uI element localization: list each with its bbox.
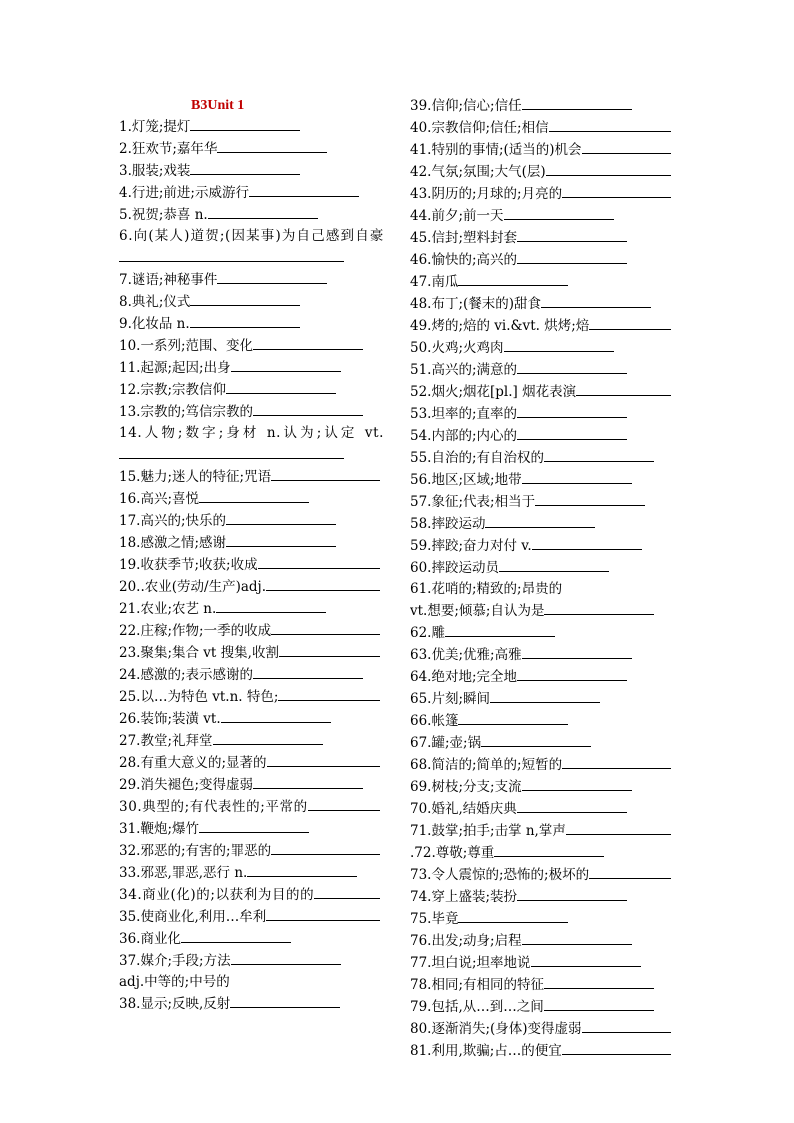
vocab-item xyxy=(410,535,675,557)
vocab-item xyxy=(410,776,675,798)
vocab-item xyxy=(119,313,384,335)
answer-blank[interactable] xyxy=(517,886,627,901)
vocab-prompt: 75.毕竟 xyxy=(410,911,459,927)
answer-blank[interactable] xyxy=(535,491,645,506)
answer-blank[interactable] xyxy=(517,798,627,813)
vocab-item xyxy=(410,688,675,710)
answer-blank[interactable] xyxy=(247,862,357,877)
answer-blank[interactable] xyxy=(499,557,609,572)
vocab-prompt: 44.前夕;前一天 xyxy=(410,208,504,224)
answer-blank[interactable] xyxy=(517,403,627,418)
vocab-item xyxy=(410,557,675,579)
vocab-prompt: 1.灯笼;提灯 xyxy=(119,119,191,135)
vocab-prompt: 71.鼓掌;拍手;击掌 n,掌声 xyxy=(410,823,566,839)
vocab-item xyxy=(410,908,675,930)
vocab-prompt: 9.化妆品 n. xyxy=(119,316,190,332)
vocab-item xyxy=(410,864,675,886)
vocab-item xyxy=(119,664,384,686)
answer-blank[interactable] xyxy=(531,952,641,967)
vocab-item xyxy=(119,379,384,401)
vocab-item xyxy=(410,425,675,447)
vocab-item xyxy=(410,622,675,644)
vocab-item xyxy=(410,710,675,732)
vocab-item xyxy=(410,666,675,688)
vocab-prompt: vt.想要;倾慕;自认为是 xyxy=(410,603,545,619)
answer-blank[interactable] xyxy=(190,291,300,306)
vocab-prompt: 28.有重大意义的;显著的 xyxy=(119,755,267,771)
answer-blank[interactable] xyxy=(253,401,363,416)
answer-blank[interactable] xyxy=(445,622,555,637)
vocab-item xyxy=(410,820,675,842)
vocab-item xyxy=(410,644,675,666)
vocab-item xyxy=(119,291,384,313)
answer-blank[interactable] xyxy=(504,337,614,352)
answer-blank[interactable] xyxy=(522,95,632,110)
answer-blank[interactable] xyxy=(217,269,327,284)
vocab-item xyxy=(119,642,384,664)
vocab-item xyxy=(119,950,384,972)
vocab-prompt: 23.聚集;集合 vt 搜集,收割 xyxy=(119,645,279,661)
vocab-item xyxy=(410,117,675,139)
answer-blank[interactable] xyxy=(266,906,380,921)
vocab-item xyxy=(410,974,675,996)
vocab-prompt: 50.火鸡;火鸡肉 xyxy=(410,340,504,356)
answer-blank[interactable] xyxy=(249,182,359,197)
vocab-item xyxy=(410,952,675,974)
vocab-prompt: 13.宗教的;笃信宗教的 xyxy=(119,404,254,420)
answer-blank[interactable] xyxy=(308,796,380,811)
vocab-item xyxy=(119,532,384,554)
answer-blank[interactable] xyxy=(546,161,671,176)
vocab-prompt: 30.典型的;有代表性的;平常的 xyxy=(119,799,308,815)
vocab-item xyxy=(119,335,384,357)
vocab-item xyxy=(410,930,675,952)
answer-blank[interactable] xyxy=(190,116,300,131)
answer-blank[interactable] xyxy=(266,576,380,591)
vocab-item xyxy=(410,600,675,622)
answer-blank[interactable] xyxy=(517,249,627,264)
vocab-prompt: 81.利用,欺骗;占…的便宜 xyxy=(410,1043,562,1059)
vocab-prompt: 73.令人震惊的;恐怖的;极坏的 xyxy=(410,867,590,883)
vocab-item xyxy=(410,754,675,776)
answer-blank[interactable] xyxy=(271,466,380,481)
answer-blank[interactable] xyxy=(522,644,632,659)
answer-blank[interactable] xyxy=(562,1040,671,1055)
vocab-item xyxy=(119,357,384,379)
vocab-item xyxy=(410,732,675,754)
vocab-item xyxy=(410,1018,675,1040)
vocab-prompt: 34.商业(化)的;以获利为目的的 xyxy=(119,887,315,903)
answer-blank[interactable] xyxy=(458,710,568,725)
answer-blank[interactable] xyxy=(589,864,671,879)
vocab-prompt: 77.坦白说;坦率地说 xyxy=(410,955,531,971)
vocab-prompt: 53.坦率的;直率的 xyxy=(410,406,518,422)
vocab-item xyxy=(119,510,384,532)
vocab-prompt: 3.服装;戏装 xyxy=(119,163,191,179)
answer-blank[interactable] xyxy=(481,732,591,747)
vocab-item xyxy=(410,161,675,183)
answer-blank[interactable] xyxy=(562,183,671,198)
vocab-item xyxy=(410,513,675,535)
vocab-item xyxy=(119,730,384,752)
vocab-item xyxy=(119,928,384,950)
vocab-prompt: 16.高兴;喜悦 xyxy=(119,491,200,507)
vocab-item xyxy=(119,752,384,774)
vocab-prompt: 17.高兴的;快乐的 xyxy=(119,513,227,529)
vocab-prompt: 54.内部的;内心的 xyxy=(410,428,518,444)
vocab-item xyxy=(119,686,384,708)
vocab-prompt: 55.自治的;有自治权的 xyxy=(410,450,545,466)
answer-blank[interactable] xyxy=(271,620,380,635)
vocab-prompt: 27.教堂;礼拜堂 xyxy=(119,733,213,749)
answer-blank[interactable] xyxy=(271,840,380,855)
vocab-item xyxy=(410,798,675,820)
answer-blank[interactable] xyxy=(279,642,380,657)
answer-blank[interactable] xyxy=(190,160,300,175)
vocab-item xyxy=(119,884,384,906)
answer-blank[interactable] xyxy=(485,513,595,528)
answer-blank[interactable] xyxy=(566,820,671,835)
answer-blank[interactable] xyxy=(199,818,309,833)
vocab-prompt: 19.收获季节;收获;收成 xyxy=(119,557,258,573)
vocab-prompt: 47.南瓜 xyxy=(410,274,459,290)
vocab-prompt: 2.狂欢节;嘉年华 xyxy=(119,141,218,157)
vocab-prompt: 57.象征;代表;相当于 xyxy=(410,494,536,510)
answer-blank[interactable] xyxy=(490,688,600,703)
vocab-prompt: 52.烟火;烟花[pl.] 烟花表演 xyxy=(410,384,577,400)
answer-blank[interactable] xyxy=(549,117,671,132)
vocab-prompt: 51.高兴的;满意的 xyxy=(410,362,518,378)
answer-blank[interactable] xyxy=(582,1018,671,1033)
vocab-item xyxy=(410,381,675,403)
vocab-prompt: 24.感激的;表示感谢的 xyxy=(119,667,254,683)
answer-blank[interactable] xyxy=(544,447,654,462)
answer-blank[interactable] xyxy=(253,664,363,679)
answer-blank[interactable] xyxy=(589,315,671,330)
vocab-item xyxy=(410,579,675,600)
answer-blank[interactable] xyxy=(517,425,627,440)
vocab-item xyxy=(410,249,675,271)
vocab-item xyxy=(119,269,384,291)
answer-blank[interactable] xyxy=(517,359,627,374)
answer-blank[interactable] xyxy=(258,554,380,569)
vocab-item xyxy=(410,315,675,337)
vocab-prompt: 7.谜语;神秘事件 xyxy=(119,272,218,288)
vocab-prompt: 29.消失褪色;变得虚弱 xyxy=(119,777,254,793)
vocab-prompt: 38.显示;反映,反射 xyxy=(119,996,231,1012)
answer-blank[interactable] xyxy=(231,357,341,372)
vocab-item xyxy=(119,401,384,423)
vocab-item xyxy=(410,403,675,425)
answer-blank[interactable] xyxy=(213,730,323,745)
answer-blank[interactable] xyxy=(582,139,671,154)
vocab-item xyxy=(410,227,675,249)
vocab-item xyxy=(119,774,384,796)
vocab-prompt: 12.宗教;宗教信仰 xyxy=(119,382,227,398)
answer-blank[interactable] xyxy=(517,666,627,681)
vocab-item xyxy=(119,862,384,884)
answer-blank[interactable] xyxy=(532,535,642,550)
vocab-prompt: 66.帐篷 xyxy=(410,713,459,729)
answer-blank[interactable] xyxy=(230,993,340,1008)
vocab-item xyxy=(119,840,384,862)
answer-blank[interactable] xyxy=(267,752,380,767)
answer-blank[interactable] xyxy=(458,908,568,923)
vocab-prompt: 42.气氛;氛围;大气(层) xyxy=(410,164,546,180)
right-column xyxy=(410,95,675,1062)
answer-blank[interactable] xyxy=(522,776,632,791)
vocab-item xyxy=(410,447,675,469)
vocab-prompt: 63.优美;优雅;高雅 xyxy=(410,647,522,663)
answer-blank[interactable] xyxy=(517,227,627,242)
vocab-prompt: 80.逐渐消失;(身体)变得虚弱 xyxy=(410,1021,582,1037)
vocab-prompt: 70.婚礼,结婚庆典 xyxy=(410,801,517,817)
vocab-item xyxy=(119,488,384,510)
answer-blank[interactable] xyxy=(216,598,326,613)
vocab-item xyxy=(119,554,384,576)
vocab-prompt: 18.感激之情;感谢 xyxy=(119,535,227,551)
vocab-prompt: 74.穿上盛装;装扮 xyxy=(410,889,518,905)
vocab-prompt: 58.摔跤运动 xyxy=(410,516,486,532)
vocab-item xyxy=(119,818,384,840)
answer-blank[interactable] xyxy=(504,205,614,220)
vocab-prompt: 79.包括,从…到…之间 xyxy=(410,999,544,1015)
vocab-prompt: 69.树枝;分支;支流 xyxy=(410,779,522,795)
answer-blank[interactable] xyxy=(208,204,318,219)
vocab-item xyxy=(119,182,384,204)
vocab-prompt: 21.农业;农艺 n. xyxy=(119,601,217,617)
vocab-prompt: 8.典礼;仪式 xyxy=(119,294,191,310)
answer-blank[interactable] xyxy=(226,379,336,394)
vocab-prompt: 46.愉快的;高兴的 xyxy=(410,252,518,268)
vocab-prompt: 6.向(某人)道贺;(因某事)为自己感到自豪 xyxy=(119,228,384,244)
vocab-prompt: .72.尊敬;尊重 xyxy=(410,845,495,861)
answer-blank[interactable] xyxy=(199,488,309,503)
answer-blank[interactable] xyxy=(226,510,336,525)
answer-blank[interactable] xyxy=(544,974,654,989)
right-vocab-list xyxy=(410,95,675,1062)
vocab-item xyxy=(410,293,675,315)
vocab-prompt: 78.相同;有相同的特征 xyxy=(410,977,545,993)
answer-blank[interactable] xyxy=(231,950,341,965)
answer-blank[interactable] xyxy=(221,708,331,723)
vocab-item xyxy=(119,796,384,818)
answer-blank[interactable] xyxy=(562,754,671,769)
vocab-item xyxy=(119,708,384,730)
answer-blank[interactable] xyxy=(522,469,632,484)
vocab-item xyxy=(410,337,675,359)
vocab-item xyxy=(119,598,384,620)
answer-blank[interactable] xyxy=(544,996,654,1011)
vocab-item xyxy=(410,183,675,205)
vocab-prompt: 59.摔跤;奋力对付 v. xyxy=(410,538,532,554)
vocab-item xyxy=(119,204,384,226)
vocab-item xyxy=(119,466,384,488)
vocab-prompt: 37.媒介;手段;方法 xyxy=(119,953,231,969)
vocab-item xyxy=(119,972,384,993)
vocab-item xyxy=(119,116,384,138)
vocab-item xyxy=(410,469,675,491)
answer-blank[interactable] xyxy=(494,842,604,857)
vocab-item xyxy=(410,139,675,161)
vocab-prompt: 65.片刻;瞬间 xyxy=(410,691,491,707)
answer-blank[interactable] xyxy=(217,138,327,153)
answer-blank[interactable] xyxy=(522,930,632,945)
vocab-item xyxy=(410,491,675,513)
worksheet-title: B3Unit 1 xyxy=(191,98,245,113)
vocab-prompt: 11.起源;起因;出身 xyxy=(119,360,231,376)
vocab-prompt: 14.人物;数字;身材 n.认为;认定 vt. xyxy=(119,425,384,441)
left-column xyxy=(119,95,384,1015)
answer-blank[interactable] xyxy=(119,247,344,262)
vocab-item xyxy=(410,95,675,117)
vocab-prompt: 49.烤的;焙的 vi.&vt. 烘烤;焙 xyxy=(410,318,590,334)
answer-blank[interactable] xyxy=(314,884,380,899)
answer-blank[interactable] xyxy=(576,381,671,396)
vocab-prompt: 68.简洁的;简单的;短暂的 xyxy=(410,757,563,773)
vocab-prompt: 60.摔跤运动员 xyxy=(410,560,499,576)
vocab-prompt: 35.使商业化,利用…牟利 xyxy=(119,909,267,925)
vocab-item xyxy=(119,226,384,269)
vocab-item xyxy=(410,271,675,293)
vocab-prompt: 64.绝对地;完全地 xyxy=(410,669,518,685)
vocab-prompt: 76.出发;动身;启程 xyxy=(410,933,522,949)
vocab-prompt: 45.信封;塑料封套 xyxy=(410,230,518,246)
vocab-prompt: 43.阴历的;月球的;月亮的 xyxy=(410,186,563,202)
answer-blank[interactable] xyxy=(278,686,380,701)
vocab-item xyxy=(410,359,675,381)
answer-blank[interactable] xyxy=(119,444,344,459)
vocab-prompt: 32.邪恶的;有害的;罪恶的 xyxy=(119,843,272,859)
vocab-prompt: 31.鞭炮;爆竹 xyxy=(119,821,200,837)
vocab-item xyxy=(410,842,675,864)
answer-blank[interactable] xyxy=(226,532,336,547)
vocab-item xyxy=(119,423,384,466)
vocab-item xyxy=(119,160,384,182)
vocab-prompt: 4.行进;前进;示威游行 xyxy=(119,185,249,201)
vocab-item xyxy=(410,886,675,908)
vocab-prompt: 67.罐;壶;锅 xyxy=(410,735,482,751)
vocab-item xyxy=(119,138,384,160)
vocab-item xyxy=(119,576,384,598)
answer-blank[interactable] xyxy=(458,271,568,286)
vocab-prompt: 10.一系列;范围、变化 xyxy=(119,338,254,354)
vocab-item xyxy=(410,996,675,1018)
vocab-prompt: adj.中等的;中号的 xyxy=(119,974,230,990)
vocab-prompt: 26.装饰;装潢 vt. xyxy=(119,711,221,727)
vocab-item xyxy=(119,906,384,928)
answer-blank[interactable] xyxy=(253,774,363,789)
vocab-prompt: 33.邪恶,罪恶,恶行 n. xyxy=(119,865,248,881)
answer-blank[interactable] xyxy=(253,335,363,350)
vocab-prompt: 41.特别的事情;(适当的)机会 xyxy=(410,142,582,158)
vocab-item xyxy=(410,205,675,227)
vocab-prompt: 39.信仰;信心;信任 xyxy=(410,98,522,114)
answer-blank[interactable] xyxy=(181,928,291,943)
answer-blank[interactable] xyxy=(541,293,651,308)
vocab-prompt: 36.商业化 xyxy=(119,931,181,947)
vocab-prompt: 5.祝贺;恭喜 n. xyxy=(119,207,208,223)
vocab-prompt: 25.以…为特色 vt.n. 特色; xyxy=(119,689,279,705)
vocab-prompt: 62.雕 xyxy=(410,625,445,641)
vocab-prompt: 40.宗教信仰;信任;相信 xyxy=(410,120,549,136)
left-vocab-list xyxy=(119,116,384,1015)
vocab-prompt: 48.布丁;(餐末的)甜食 xyxy=(410,296,542,312)
vocab-item xyxy=(119,993,384,1015)
vocab-item xyxy=(119,620,384,642)
answer-blank[interactable] xyxy=(544,600,654,615)
vocab-prompt: 15.魅力;迷人的特征;咒语 xyxy=(119,469,272,485)
vocab-prompt: 56.地区;区域;地带 xyxy=(410,472,522,488)
vocab-prompt: 22.庄稼;作物;一季的收成 xyxy=(119,623,272,639)
vocab-prompt: 61.花哨的;精致的;昂贵的 xyxy=(410,581,563,597)
vocab-item xyxy=(410,1040,675,1062)
answer-blank[interactable] xyxy=(190,313,300,328)
vocab-prompt: 20..农业(劳动/生产)adj. xyxy=(119,579,267,595)
